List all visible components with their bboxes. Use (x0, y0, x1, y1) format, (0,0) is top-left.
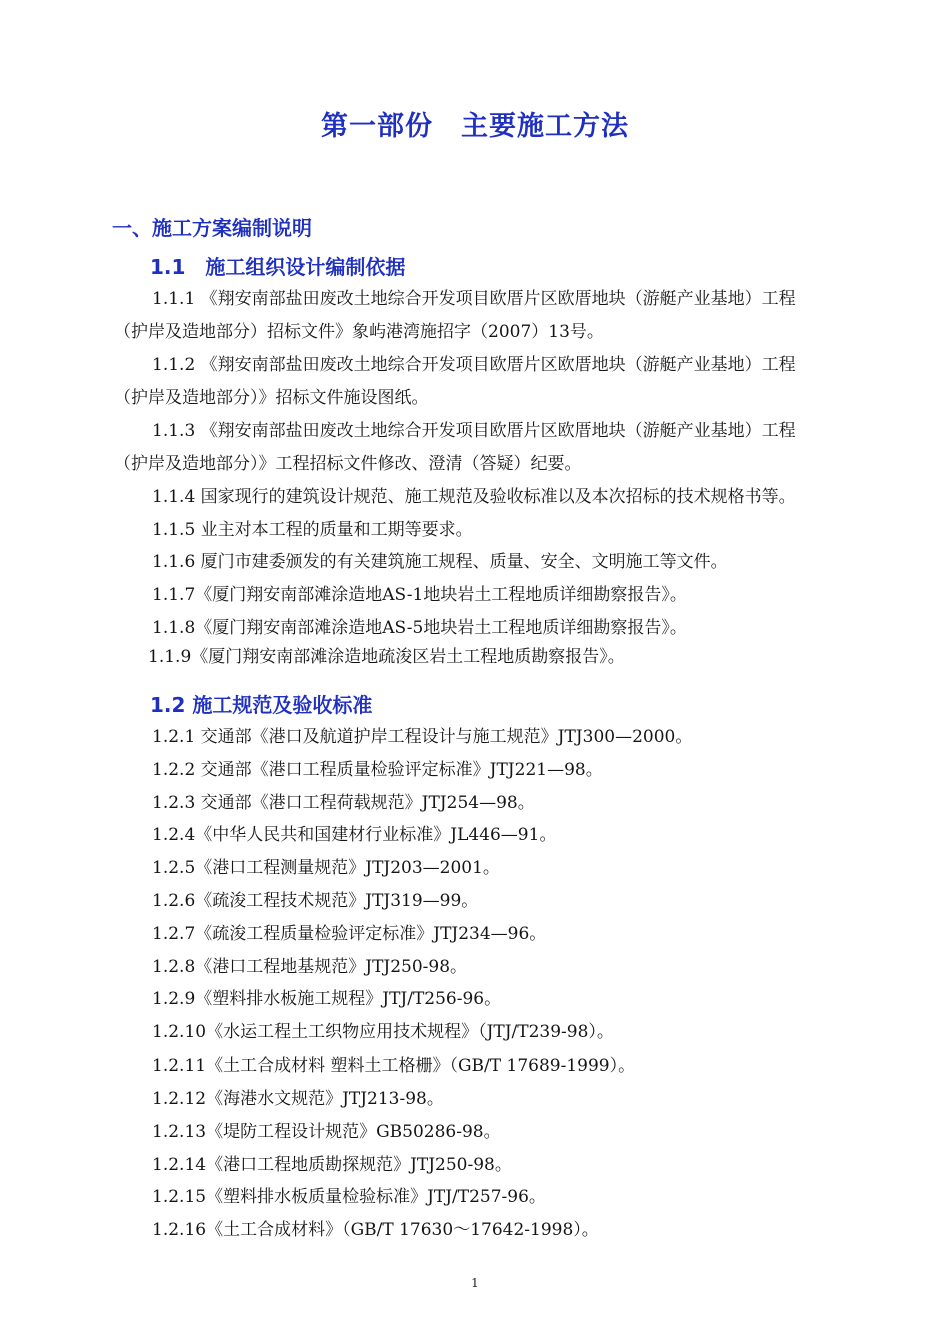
list-item: 1.1.8《厦门翔安南部滩涂造地AS-5地块岩土工程地质详细勘察报告》。 (152, 618, 687, 638)
list-item: 1.1.5 业主对本工程的质量和工期等要求。 (152, 520, 473, 540)
list-item-line: 1.1.2 《翔安南部盐田废改土地综合开发项目欧厝片区欧厝地块（游艇产业基地）工程 (152, 355, 796, 375)
list-item-line: （护岸及造地部分）》招标文件施设图纸。 (114, 388, 429, 408)
list-item: 1.2.11《土工合成材料 塑料土工格栅》（GB/T 17689-1999）。 (152, 1056, 636, 1076)
list-item: 1.2.10《水运工程土工织物应用技术规程》（JTJ/T239-98）。 (152, 1022, 614, 1042)
list-item: 1.2.1 交通部《港口及航道护岸工程设计与施工规范》JTJ300—2000。 (152, 727, 693, 747)
list-item-line: 1.1.3 《翔安南部盐田废改土地综合开发项目欧厝片区欧厝地块（游艇产业基地）工程 (152, 421, 796, 441)
list-item: 1.1.7《厦门翔安南部滩涂造地AS-1地块岩土工程地质详细勘察报告》。 (152, 585, 687, 605)
list-item: 1.2.16《土工合成材料》（GB/T 17630～17642-1998）。 (152, 1220, 599, 1240)
list-item-line: 1.1.1 《翔安南部盐田废改土地综合开发项目欧厝片区欧厝地块（游艇产业基地）工程 (152, 289, 796, 309)
list-item: 1.2.5《港口工程测量规范》JTJ203—2001。 (152, 858, 500, 878)
list-item: 1.2.2 交通部《港口工程质量检验评定标准》JTJ221—98。 (152, 760, 603, 780)
list-item: 1.2.3 交通部《港口工程荷载规范》JTJ254—98。 (152, 793, 535, 813)
subsection-heading-1-1: 1.1 施工组织设计编制依据 (150, 255, 406, 279)
list-item: 1.1.4 国家现行的建筑设计规范、施工规范及验收标准以及本次招标的技术规格书等。 (152, 487, 796, 507)
list-item-line: （护岸及造地部分）招标文件》象屿港湾施招字（2007）13号。 (114, 322, 604, 342)
list-item: 1.2.12《海港水文规范》JTJ213-98。 (152, 1089, 444, 1109)
list-item: 1.2.13《堤防工程设计规范》GB50286-98。 (152, 1122, 501, 1142)
page-title: 第一部份 主要施工方法 (321, 111, 629, 142)
list-item: 1.2.9《塑料排水板施工规程》JTJ/T256-96。 (152, 989, 502, 1009)
list-item-line: （护岸及造地部分）》工程招标文件修改、澄清（答疑）纪要。 (114, 454, 582, 474)
list-item: 1.2.4《中华人民共和国建材行业标准》JL446—91。 (152, 825, 557, 845)
list-item: 1.2.6《疏浚工程技术规范》JTJ319—99。 (152, 891, 479, 911)
section-heading: 一、施工方案编制说明 (112, 216, 312, 240)
list-item: 1.1.6 厦门市建委颁发的有关建筑施工规程、质量、安全、文明施工等文件。 (152, 552, 728, 572)
list-item: 1.2.7《疏浚工程质量检验评定标准》JTJ234—96。 (152, 924, 547, 944)
list-item: 1.1.9《厦门翔安南部滩涂造地疏浚区岩土工程地质勘察报告》。 (148, 647, 625, 667)
list-item: 1.2.15《塑料排水板质量检验标准》JTJ/T257-96。 (152, 1187, 546, 1207)
page-number: 1 (471, 1276, 479, 1290)
subsection-heading-1-2: 1.2 施工规范及验收标准 (150, 693, 373, 717)
list-item: 1.2.8《港口工程地基规范》JTJ250-98。 (152, 957, 468, 977)
list-item: 1.2.14《港口工程地质勘探规范》JTJ250-98。 (152, 1155, 512, 1175)
